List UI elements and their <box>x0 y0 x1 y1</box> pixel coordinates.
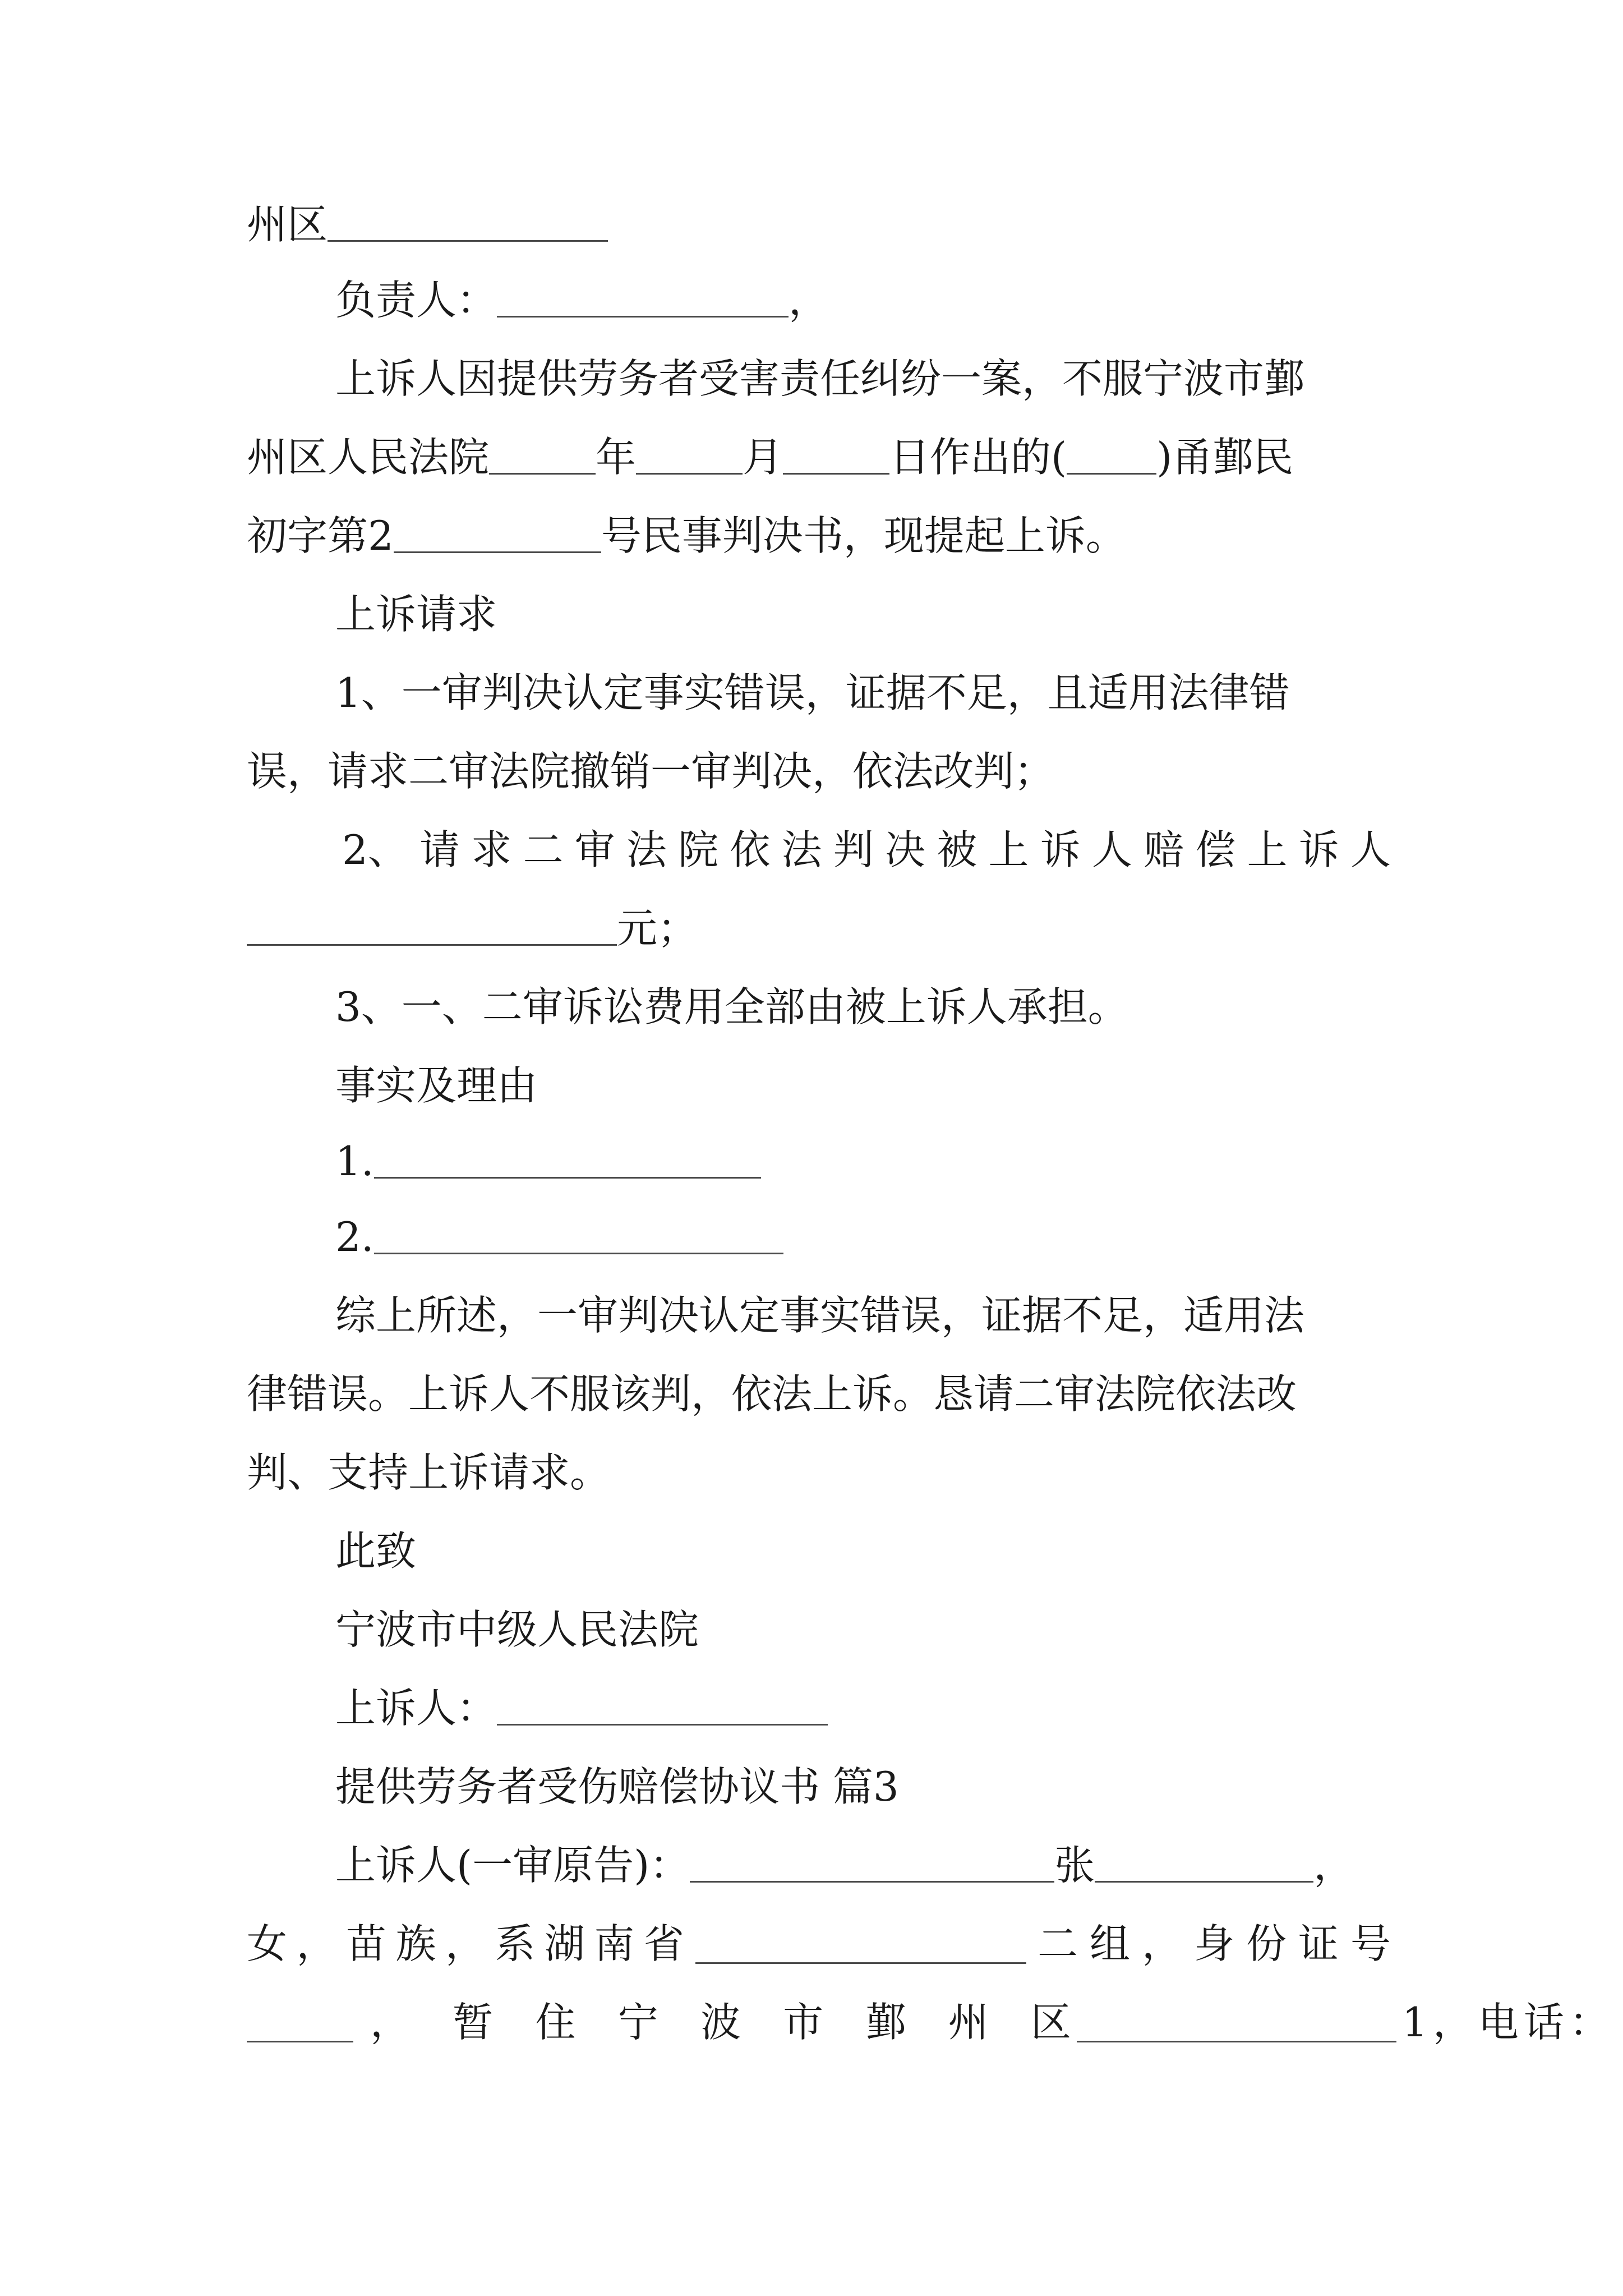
responsible-label: 负责人： <box>335 277 497 324</box>
p3-char: 电 <box>1478 1999 1519 2046</box>
facts-heading-text: 事实及理由 <box>335 1062 538 1109</box>
punctuation: ， <box>789 277 829 324</box>
p3-char: 州 <box>948 1999 989 2046</box>
blank-field <box>1095 1837 1313 1883</box>
para1-line3 <box>247 505 1391 567</box>
p3-char: 湖 <box>544 1920 585 1967</box>
closing-text: 此致 <box>335 1527 417 1575</box>
summary-line3 <box>247 1442 1391 1503</box>
summary-text-end: 判、支持上诉请求。 <box>247 1449 611 1496</box>
para1-tail: 号民事判决书，现提起上诉。 <box>601 512 1126 559</box>
claim2-char: 赔 <box>1144 826 1184 873</box>
p3-char: 系 <box>495 1920 536 1967</box>
p3-char: 宁 <box>617 1999 658 2046</box>
p3-char: 证 <box>1298 1920 1339 1967</box>
claim2-char: 决 <box>884 826 925 873</box>
blank-month <box>636 429 743 475</box>
claim1-line2 <box>247 740 1391 802</box>
claim2-char: 人 <box>1350 826 1391 873</box>
appellant-line <box>335 1677 1391 1739</box>
p3-line3 <box>247 1991 1610 2053</box>
claim2-char: 法 <box>781 826 822 873</box>
p3-char: ， <box>1141 1920 1182 1967</box>
claims-heading-text: 上诉请求 <box>335 591 497 638</box>
p3-char: ： <box>1569 1999 1610 2046</box>
blank-appellant <box>497 1680 828 1726</box>
p3-char: 南 <box>594 1920 635 1967</box>
p3-line2-tail <box>1038 1913 1391 1975</box>
claim2-line1 <box>342 819 1391 881</box>
summary-line1 <box>335 1285 1391 1346</box>
claim3-line <box>335 976 1391 1038</box>
p3-char: 波 <box>700 1999 741 2046</box>
p3-line2 <box>247 1913 1391 1975</box>
p3-char: ， <box>296 1920 337 1967</box>
p3-line1 <box>335 1834 1391 1896</box>
para1-text: 上诉人因提供劳务者受害责任纠纷一案，不服宁波市鄞 <box>335 355 1305 402</box>
summary-text-cont: 律错误。上诉人不服该判，依法上诉。恳请二审法院依法改 <box>247 1370 1297 1418</box>
blank-field <box>695 1918 1026 1964</box>
claim2-char: 判 <box>833 826 874 873</box>
p3-char: 省 <box>643 1920 684 1967</box>
p3-char: 市 <box>783 1999 824 2046</box>
claim1-text-cont: 误，请求二审法院撤销一审判决，依法改判； <box>247 748 1055 795</box>
claim2-char: 被 <box>937 826 978 873</box>
court-line <box>335 1599 1391 1660</box>
p3-char: 号 <box>1350 1920 1391 1967</box>
claim2-char: 人 <box>1091 826 1132 873</box>
blank-address <box>1077 1997 1396 2042</box>
p3-char: 鄞 <box>865 1999 906 2046</box>
blank-fact1 <box>374 1133 761 1179</box>
claim2-char: 法 <box>626 826 667 873</box>
blank-fact2 <box>374 1209 783 1254</box>
section-title <box>335 1756 1391 1818</box>
p3-char: ， <box>1432 1999 1473 2046</box>
para1-line2 <box>247 426 1391 488</box>
claim1-text: 1、一审判决认定事实错误，证据不足，且适用法律错 <box>335 669 1290 716</box>
claim2-line2 <box>247 898 1391 959</box>
blank-field <box>497 272 789 318</box>
p3-line3-head <box>370 1991 1071 2053</box>
surname-text: 张 <box>1054 1842 1095 1889</box>
p3-char: 份 <box>1246 1920 1287 1967</box>
claim2-char: 偿 <box>1195 826 1236 873</box>
p3-char: 族 <box>395 1920 436 1967</box>
claim2-char: 2、 <box>342 826 408 873</box>
court-name-text: 州区人民法院 <box>247 434 490 481</box>
p3-char: 暂 <box>453 1999 494 2046</box>
court-text: 宁波市中级人民法院 <box>335 1606 699 1653</box>
p3-char: 1 <box>1402 1999 1428 2046</box>
summary-text: 综上所述，一审判决认定事实错误，证据不足，适用法 <box>335 1292 1305 1339</box>
claim2-char: 诉 <box>1298 826 1339 873</box>
p3-char: 区 <box>1030 1999 1071 2046</box>
p3-char: 组 <box>1089 1920 1130 1967</box>
blank-amount <box>247 900 617 946</box>
fact2-line <box>335 1206 1391 1268</box>
fact1-number: 1. <box>335 1138 374 1185</box>
claim3-text: 3、一、二审诉讼费用全部由被上诉人承担。 <box>335 983 1128 1030</box>
line-district <box>247 194 1391 255</box>
p3-char: 女 <box>247 1920 288 1967</box>
claim2-char: 诉 <box>1040 826 1081 873</box>
p3-line2-head <box>247 1913 684 1975</box>
claims-heading <box>335 583 1391 645</box>
p3-char: 住 <box>535 1999 576 2046</box>
para1-line1 <box>335 348 1391 409</box>
punctuation: ， <box>1313 1842 1354 1889</box>
blank-case-year <box>1067 429 1156 475</box>
claim1-line1 <box>335 662 1391 724</box>
section-title-text: 提供劳务者受伤赔偿协议书 篇3 <box>335 1763 899 1810</box>
line-responsible <box>335 269 1391 331</box>
p3-char: ， <box>370 1999 411 2046</box>
claim2-char: 二 <box>523 826 564 873</box>
blank-field <box>690 1837 1054 1883</box>
p3-char: 话 <box>1523 1999 1564 2046</box>
claim2-char: 审 <box>574 826 615 873</box>
facts-heading <box>335 1055 1391 1116</box>
day-label: 日作出的( <box>889 434 1067 481</box>
month-label: 月 <box>743 434 783 481</box>
case-prefix: )甬鄞民 <box>1156 434 1294 481</box>
blank-case-number <box>394 508 601 553</box>
claim2-char: 院 <box>678 826 719 873</box>
fact1-line <box>335 1130 1391 1192</box>
currency-unit: 元； <box>617 905 698 952</box>
blank-id-number <box>247 1997 353 2042</box>
case-number-label: 初字第2 <box>247 512 394 559</box>
blank-field <box>328 196 608 242</box>
claim2-char: 依 <box>730 826 771 873</box>
blank-day <box>783 429 889 475</box>
appellant-label: 上诉人： <box>335 1685 497 1732</box>
claim2-char: 请 <box>419 826 460 873</box>
district-text: 州区 <box>247 201 328 248</box>
appellant-role-label: 上诉人(一审原告)： <box>335 1842 690 1889</box>
p3-char: 身 <box>1193 1920 1234 1967</box>
claim2-char: 上 <box>988 826 1029 873</box>
p3-line3-tail <box>1402 1991 1610 2053</box>
closing-line <box>335 1520 1391 1582</box>
fact2-number: 2. <box>335 1213 374 1260</box>
p3-char: 二 <box>1038 1920 1078 1967</box>
p3-char: 苗 <box>345 1920 386 1967</box>
claim2-char: 求 <box>471 826 512 873</box>
claim2-char: 上 <box>1247 826 1288 873</box>
blank-year <box>489 429 596 475</box>
year-label: 年 <box>596 434 637 481</box>
summary-line2 <box>247 1363 1391 1425</box>
p3-char: ， <box>445 1920 486 1967</box>
